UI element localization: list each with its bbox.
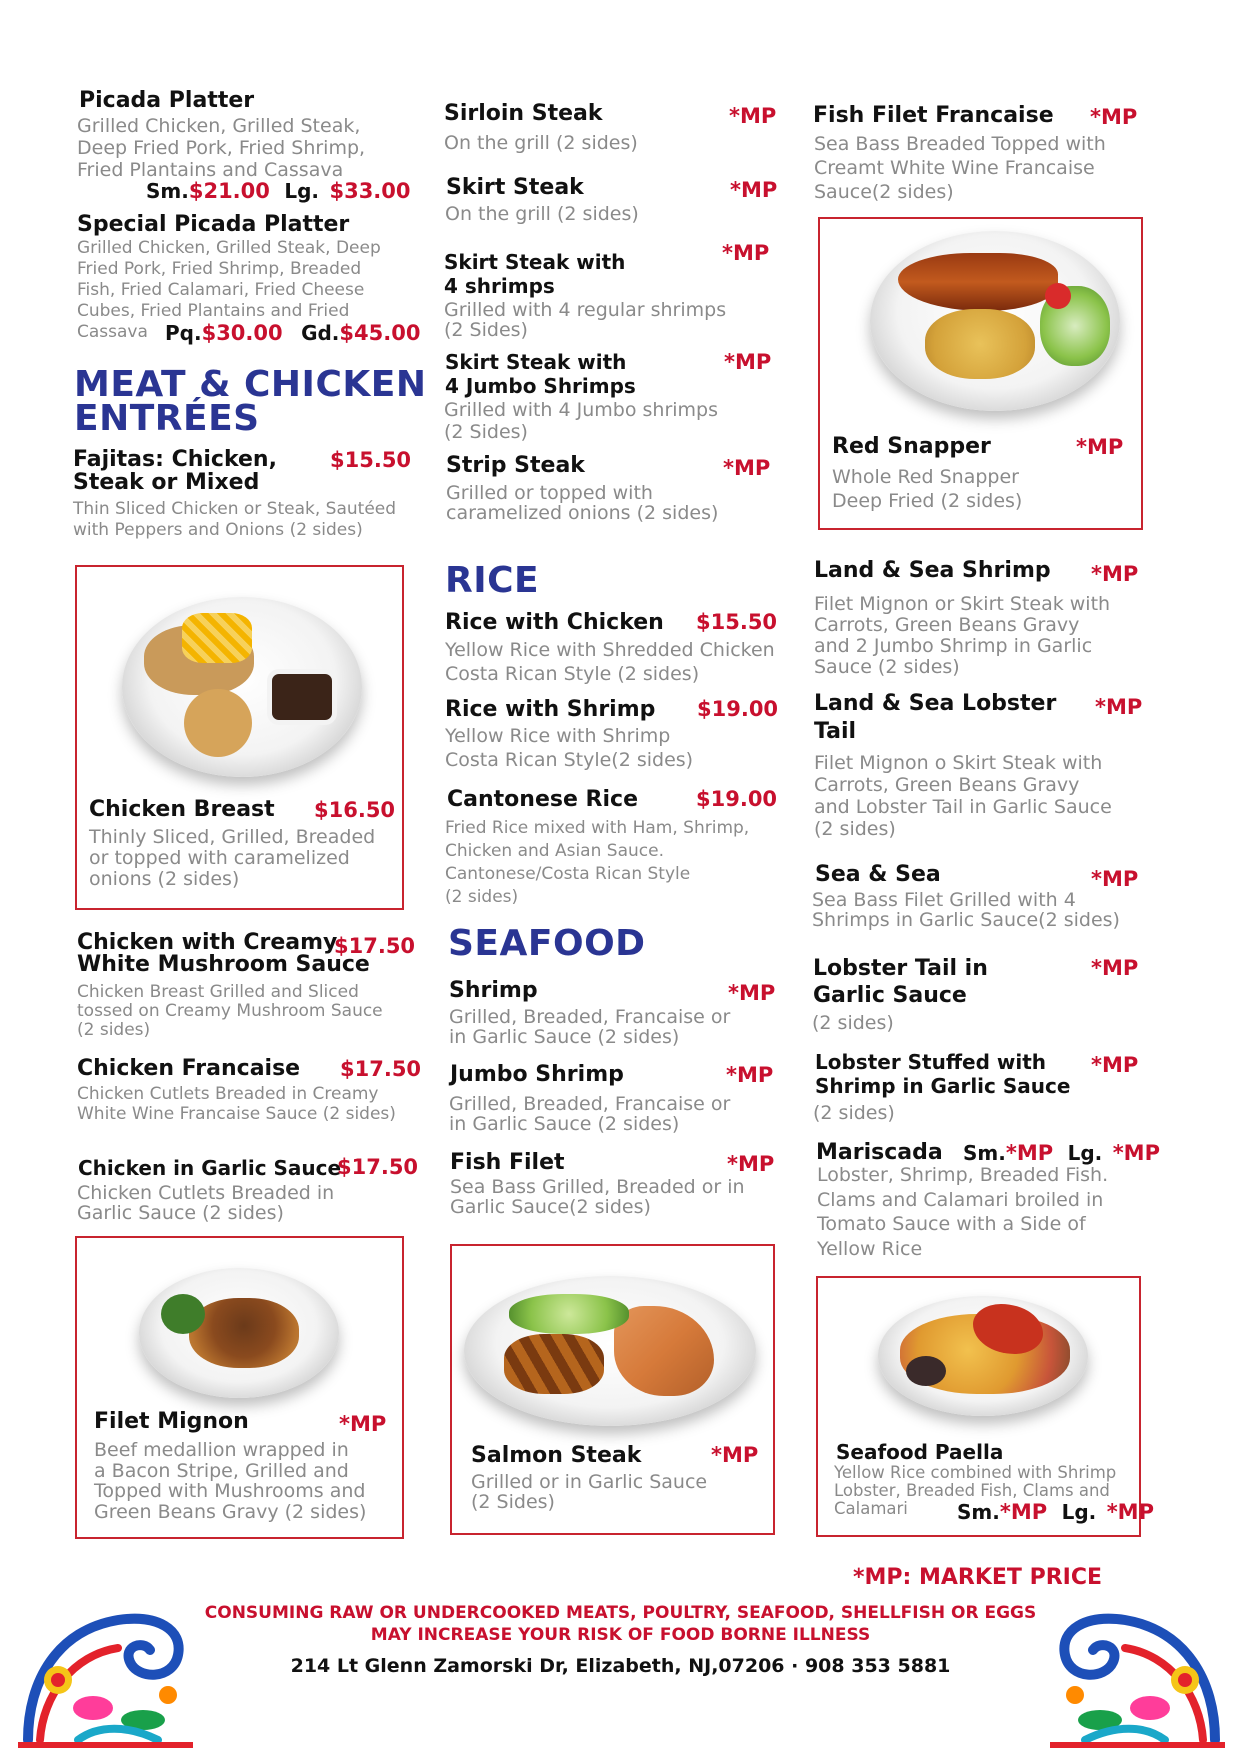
section-heading-meat-chicken: MEAT & CHICKEN ENTRÉES [74,364,427,439]
item-price: $19.00 [696,787,778,811]
item-name: Sea & Sea [815,862,941,887]
item-name: Special Picada Platter [77,212,350,237]
item-desc: Grilled, Breaded, Francaise or in Garlic Sauce (2 sides) [449,1093,731,1135]
item-sizes: Sm.*MP Lg. *MP [963,1141,1160,1165]
item-desc: Thin Sliced Chicken or Steak, Sautéed with Peppers and Onions (2 sides) [73,499,397,540]
item-desc: Yellow Rice with Shredded Chicken Costa Rican Style (2 sides) [445,639,775,685]
item-desc: Grilled Chicken, Grilled Steak, Deep Fried Pork, Fried Shrimp, Breaded Fish, Fried Calamari, Fried Cheese Cubes, Fried Plantains and Fried Cassava [77,238,381,342]
address-phone: 214 Lt Glenn Zamorski Dr, Elizabeth, NJ,07206 · 908 353 5881 [290,1655,951,1677]
item-name: Strip Steak [446,453,585,478]
featured-box-seafood-paella [816,1276,1154,1537]
featured-box-salmon [450,1244,775,1535]
item-price: *MP [1090,105,1138,129]
section-heading-seafood: SEAFOOD [448,923,646,964]
item-name: Red Snapper [832,434,991,459]
item-desc: Thinly Sliced, Grilled, Breaded or topped with caramelized onions (2 sides) [89,826,376,890]
item-price: *MP [729,104,777,128]
item-desc: Filet Mignon o Skirt Steak with Carrots, Green Beans Gravy and Lobster Tail in Garlic Sauce (2 sides) [814,752,1112,840]
item-desc: (2 sides) [813,1102,895,1124]
item-price: *MP [728,981,776,1005]
section-heading-rice: RICE [445,560,540,601]
chicken-breast-photo [122,597,362,777]
item-name: Chicken Breast [89,797,275,822]
item-price: *MP [1091,956,1139,980]
item-price: *MP [1091,562,1139,586]
item-desc: Grilled or in Garlic Sauce (2 Sides) [471,1471,708,1513]
item-price: *MP [724,350,772,374]
seafood-paella-photo [878,1296,1088,1416]
salmon-photo [464,1276,756,1426]
item-name: Chicken with Creamy White Mushroom Sauce [77,930,370,977]
ornament-right-icon [1050,1600,1225,1750]
featured-box-chicken-breast [75,565,404,910]
item-price: *MP [1095,695,1143,719]
item-sizes: Sm.$21.00 Lg. $33.00 [146,179,411,203]
item-desc: Chicken Cutlets Breaded in Creamy White Wine Francaise Sauce (2 sides) [77,1084,396,1124]
item-desc: On the grill (2 sides) [444,132,638,154]
item-price: *MP [730,178,778,202]
featured-box-filet-mignon [75,1236,404,1539]
item-name: Rice with Chicken [445,610,664,635]
item-name: Skirt Steak [446,175,584,200]
item-desc: Sea Bass Filet Grilled with 4 Shrimps in Garlic Sauce(2 sides) [812,889,1120,931]
item-desc: Grilled with 4 regular shrimps (2 Sides) [444,299,727,341]
food-safety-warning: CONSUMING RAW OR UNDERCOOKED MEATS, POULTRY, SEAFOOD, SHELLFISH OR EGGS MAY INCREASE YOUR RISK OF FOOD BORNE ILLNESS [204,1603,1037,1645]
item-desc: Yellow Rice combined with Shrimp Lobster, Breaded Fish, Clams and Calamari [834,1463,1117,1518]
item-price: *MP [1091,1053,1139,1077]
item-name: Picada Platter [79,88,255,113]
item-desc: Yellow Rice with Shrimp Costa Rican Style(2 sides) [445,725,694,771]
item-price: *MP [726,1063,774,1087]
filet-mignon-photo [139,1268,339,1398]
item-name: Land & Sea Lobster Tail [814,691,1057,744]
item-desc: (2 sides) [812,1012,894,1034]
item-name: Filet Mignon [94,1409,249,1434]
item-price: $19.00 [697,697,779,721]
item-desc: Lobster, Shrimp, Breaded Fish. Clams and Calamari broiled in Tomato Sauce with a Side of Yellow Rice [817,1164,1109,1260]
item-desc: Chicken Breast Grilled and Sliced tossed on Creamy Mushroom Sauce (2 sides) [77,982,383,1040]
item-name: Fajitas: Chicken, Steak or Mixed [73,447,277,495]
item-name: Rice with Shrimp [445,697,656,722]
item-name: Jumbo Shrimp [450,1062,624,1087]
item-desc: Grilled or topped with caramelized onions (2 sides) [446,482,719,524]
item-price: $16.50 [314,798,396,822]
featured-box-red-snapper [818,217,1143,530]
item-desc: Grilled, Breaded, Francaise or in Garlic Sauce (2 sides) [449,1006,731,1048]
item-desc: Beef medallion wrapped in a Bacon Stripe, Grilled and Topped with Mushrooms and Green Beans Gravy (2 sides) [94,1439,367,1523]
item-name: Chicken Francaise [77,1056,301,1081]
item-desc: On the grill (2 sides) [445,203,639,225]
red-snapper-photo [870,231,1120,411]
item-price: *MP [339,1412,387,1436]
item-desc: Whole Red Snapper Deep Fried (2 sides) [832,466,1023,512]
item-name: Seafood Paella [836,1440,1004,1464]
item-price: *MP [1091,867,1139,891]
item-price: *MP [1076,435,1124,459]
item-price: *MP [723,456,771,480]
market-price-note: *MP: MARKET PRICE [853,1565,1103,1590]
item-desc: Grilled Chicken, Grilled Steak, Deep Fried Pork, Fried Shrimp, Fried Plantains and Cassava [77,115,366,181]
item-price: $15.50 [330,448,412,472]
item-desc: Filet Mignon or Skirt Steak with Carrots, Green Beans Gravy and 2 Jumbo Shrimp in Garlic Sauce (2 sides) [814,593,1111,678]
item-desc: Fried Rice mixed with Ham, Shrimp, Chicken and Asian Sauce. Cantonese/Costa Rican Style (2 sides) [445,818,750,907]
item-name: Sirloin Steak [444,101,603,126]
item-name: Skirt Steak with 4 Jumbo Shrimps [445,350,636,398]
item-price: $17.50 [334,934,416,958]
item-price: *MP [711,1443,759,1467]
item-name: Land & Sea Shrimp [814,558,1051,583]
item-sizes: Pq.$30.00 Gd.$45.00 [165,321,421,345]
item-name: Lobster Stuffed with Shrimp in Garlic Sauce [815,1050,1071,1098]
item-name: Fish Filet [450,1150,565,1175]
ornament-left-icon [18,1600,193,1750]
item-name: Shrimp [449,978,538,1003]
item-name: Skirt Steak with 4 shrimps [444,250,626,298]
item-desc: Grilled with 4 Jumbo shrimps (2 Sides) [444,399,719,443]
item-name: Fish Filet Francaise [813,103,1054,128]
item-price: $15.50 [696,610,778,634]
item-desc: Chicken Cutlets Breaded in Garlic Sauce (2 sides) [77,1182,335,1224]
item-price: $17.50 [337,1155,419,1179]
item-sizes: Sm.*MP Lg. *MP [957,1500,1154,1524]
item-desc: Sea Bass Breaded Topped with Creamt White Wine Francaise Sauce(2 sides) [814,133,1106,203]
item-desc: Sea Bass Grilled, Breaded or in Garlic Sauce(2 sides) [450,1176,745,1218]
item-name: Mariscada [816,1140,943,1165]
item-name: Cantonese Rice [447,787,638,812]
item-name: Chicken in Garlic Sauce [78,1156,342,1180]
item-name: Salmon Steak [471,1443,642,1468]
item-price: *MP [722,241,770,265]
item-price: *MP [727,1152,775,1176]
item-name: Lobster Tail in Garlic Sauce [813,956,988,1008]
item-price: $17.50 [340,1057,422,1081]
